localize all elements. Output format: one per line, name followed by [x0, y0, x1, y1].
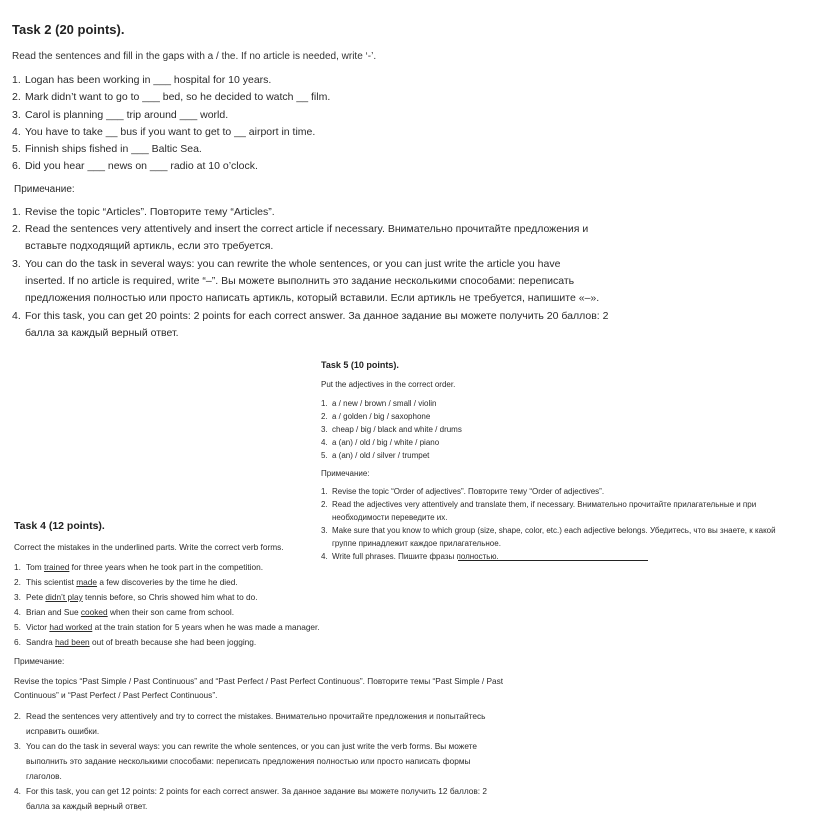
task4-note-line: выполнить это задание несколькими способами: переписать предложения полностью или просто написать формы: [26, 755, 471, 766]
task2-item: [12, 89, 817, 106]
task5-note-number: 1.: [321, 487, 328, 496]
task5-item-text: cheap / big / black and white / drums: [332, 425, 462, 434]
task5-item-number: 5.: [321, 451, 328, 460]
task2-items: [12, 72, 817, 176]
task2-item: [12, 124, 817, 141]
task5-note-line: необходимости переведите их.: [332, 513, 448, 522]
task4-item-underlined: trained: [43, 561, 70, 572]
task5-item: [321, 397, 821, 410]
task4-items: [14, 560, 574, 650]
task2-note-line: You can do the task in several ways: you can rewrite the whole sentences, or you can just write the article you have: [25, 257, 561, 270]
task4-item-post: at the train station for 5 years when he was made a manager.: [92, 621, 320, 632]
task2-note: [12, 308, 817, 343]
task4-item-underlined: made: [76, 576, 98, 587]
task2-item: [12, 107, 817, 124]
task4-note-line: You can do the task in several ways: you can rewrite the whole sentences, or you can just write the verb forms. Вы можете: [26, 740, 477, 751]
task5-instruction: Put the adjectives in the correct order.: [321, 380, 456, 389]
task2-note-line: For this task, you can get 20 points: 2 points for each correct answer. За данное задание вы можете получить 20 баллов: 2: [25, 309, 609, 322]
task5-note-line: Make sure that you know to which group (size, shape, color, etc.) each adjective belongs. Убедитесь, что вы знаете, к какой: [332, 526, 776, 535]
task5-note-number: 4.: [321, 552, 328, 561]
task4-item-underlined: had worked: [49, 621, 93, 632]
task4-item-post: out of breath because she had been jogging.: [89, 636, 257, 647]
task4-item-pre: Brian and Sue: [26, 606, 81, 617]
task2-note-number: 1.: [12, 205, 21, 218]
task4-note: [14, 709, 574, 739]
task2-note-line: inserted. If no article is required, write “–”. Вы можете выполнить это задание несколькими способами: переписать: [25, 274, 575, 287]
task2-section: [12, 22, 817, 342]
task4-item: [14, 620, 574, 635]
task2-note-line: Read the sentences very attentively and insert the correct article if necessary. Внимательно прочитайте предложения и: [25, 223, 589, 236]
task2-item-number: 2.: [12, 91, 21, 104]
task2-item-number: 3.: [12, 108, 21, 121]
task4-note-number: 4.: [14, 785, 21, 796]
task4-item-pre: Victor: [26, 621, 50, 632]
task2-item-number: 6.: [12, 160, 21, 173]
task5-item: [321, 423, 821, 436]
task5-item-number: 3.: [321, 425, 328, 434]
task4-item-number: 5.: [14, 621, 21, 632]
task5-title: Task 5 (10 points).: [321, 360, 399, 370]
task4-instruction: Correct the mistakes in the underlined parts. Write the correct verb forms.: [14, 542, 284, 552]
task4-note-line: Read the sentences very attentively and try to correct the mistakes. Внимательно прочитайте предложения и попытайтесь: [26, 710, 486, 721]
task2-title: Task 2 (20 points).: [12, 22, 125, 37]
task4-notes: [14, 709, 574, 814]
task4-item-post: a few discoveries by the time he died.: [97, 576, 238, 587]
task2-note-line: предложения полностью или просто написать артикль, который вставили. Если артикль не требуется, напишите «–».: [25, 292, 600, 305]
task2-notes: [12, 204, 817, 342]
task4-item-pre: Sandra: [26, 636, 56, 647]
task4-title: Task 4 (12 points).: [14, 520, 105, 532]
task4-note: [14, 784, 574, 814]
task4-item-number: 3.: [14, 591, 21, 602]
task4-revise-line: Revise the topics “Past Simple / Past Continuous” and “Past Perfect / Past Perfect Continuous”. Повторите темы “Past Simple / Past: [14, 675, 504, 686]
task4-note-line: исправить ошибки.: [26, 725, 100, 736]
task4-item: [14, 635, 574, 650]
task5-item-text: a (an) / old / big / white / piano: [332, 438, 440, 447]
task5-note-number: 3.: [321, 526, 328, 535]
task4-item-underlined: cooked: [80, 606, 108, 617]
task4-item-number: 1.: [14, 561, 21, 572]
task4-item-pre: This scientist: [26, 576, 77, 587]
task5-note-line: группе принадлежит каждое прилагательное.: [332, 539, 501, 548]
task5-note-line: Write full phrases. Пишите фразы полностью.: [332, 552, 499, 561]
task5-note-line: Revise the topic “Order of adjectives”. Повторите тему “Order of adjectives”.: [332, 487, 605, 496]
task2-item-text: Carol is planning ___ trip around ___ world.: [25, 108, 229, 121]
task2-item-number: 1.: [12, 74, 21, 86]
task5-note-label: Примечание:: [321, 469, 370, 478]
task4-item: [14, 590, 574, 605]
task2-note-label: Примечание:: [14, 183, 75, 195]
task2-note-line: Revise the topic “Articles”. Повторите тему “Articles”.: [25, 205, 275, 218]
task2-item-text: Mark didn’t want to go to ___ bed, so he decided to watch __ film.: [25, 91, 331, 104]
task4-item: [14, 575, 574, 590]
task2-item-number: 5.: [12, 143, 21, 156]
task5-item-text: a (an) / old / silver / trumpet: [332, 451, 430, 460]
task2-note-line: балла за каждый верный ответ.: [25, 326, 179, 339]
task2-item-text: Finnish ships fished in ___ Baltic Sea.: [25, 143, 202, 156]
task5-item-number: 2.: [321, 412, 328, 421]
task2-item: [12, 158, 817, 175]
task4-note-number: 2.: [14, 710, 21, 721]
task4-note-number: 3.: [14, 740, 21, 751]
task4-item-pre: Tom: [26, 561, 44, 572]
task4-section: [14, 520, 574, 814]
task5-note: [321, 485, 821, 498]
task4-item: [14, 605, 574, 620]
task2-item-text: Logan has been working in ___ hospital for 10 years.: [25, 74, 272, 86]
task5-items: [321, 397, 821, 462]
task4-item-underlined: had been: [55, 636, 90, 647]
task2-item-text: You have to take __ bus if you want to get to __ airport in time.: [25, 125, 316, 138]
task4-note-label: Примечание:: [14, 655, 65, 666]
task5-item: [321, 410, 821, 423]
task2-note-number: 2.: [12, 223, 21, 236]
task4-note: [14, 739, 574, 784]
task5-item: [321, 449, 821, 462]
task2-note-line: вставьте подходящий артикль, если это требуется.: [25, 240, 274, 253]
task5-note-line: Read the adjectives very attentively and translate them, if necessary. Внимательно прочитайте прилагательные и при: [332, 500, 757, 509]
task5-item-text: a / new / brown / small / violin: [332, 399, 437, 408]
task2-item-number: 4.: [12, 125, 21, 138]
task4-revise: [14, 674, 574, 702]
task5-note-number: 2.: [321, 500, 328, 509]
task4-item-underlined: didn’t play: [45, 591, 83, 602]
task4-item-post: when their son came from school.: [107, 606, 235, 617]
task4-item: [14, 560, 574, 575]
task5-item-number: 4.: [321, 438, 328, 447]
task2-item: [12, 72, 817, 89]
task2-note-number: 3.: [12, 257, 21, 270]
task2-note: [12, 256, 817, 308]
task5-item-number: 1.: [321, 399, 328, 408]
task4-item-number: 6.: [14, 636, 21, 647]
task4-item-pre: Pete: [26, 591, 46, 602]
task4-revise-line: Continuous” и “Past Perfect / Past Perfect Continuous”.: [14, 689, 218, 700]
task4-note-line: глаголов.: [26, 770, 62, 781]
task4-item-number: 2.: [14, 576, 21, 587]
task2-instruction: Read the sentences and fill in the gaps with a / the. If no article is needed, write ‘-’.: [12, 51, 377, 62]
task4-note-line: балла за каждый верный ответ.: [26, 800, 148, 811]
task2-note: [12, 221, 817, 256]
task4-note-line: For this task, you can get 12 points: 2 points for each correct answer. За данное задание вы можете получить 12 баллов: 2: [26, 785, 488, 796]
task5-item: [321, 436, 821, 449]
task5-item-text: a / golden / big / saxophone: [332, 412, 431, 421]
task4-item-number: 4.: [14, 606, 21, 617]
task4-item-post: for three years when he took part in the competition.: [69, 561, 264, 572]
task2-note: [12, 204, 817, 221]
task2-item: [12, 141, 817, 158]
task4-item-post: tennis before, so Chris showed him what to do.: [82, 591, 258, 602]
task2-item-text: Did you hear ___ news on ___ radio at 10 o’clock.: [25, 160, 258, 173]
task2-note-number: 4.: [12, 309, 21, 322]
